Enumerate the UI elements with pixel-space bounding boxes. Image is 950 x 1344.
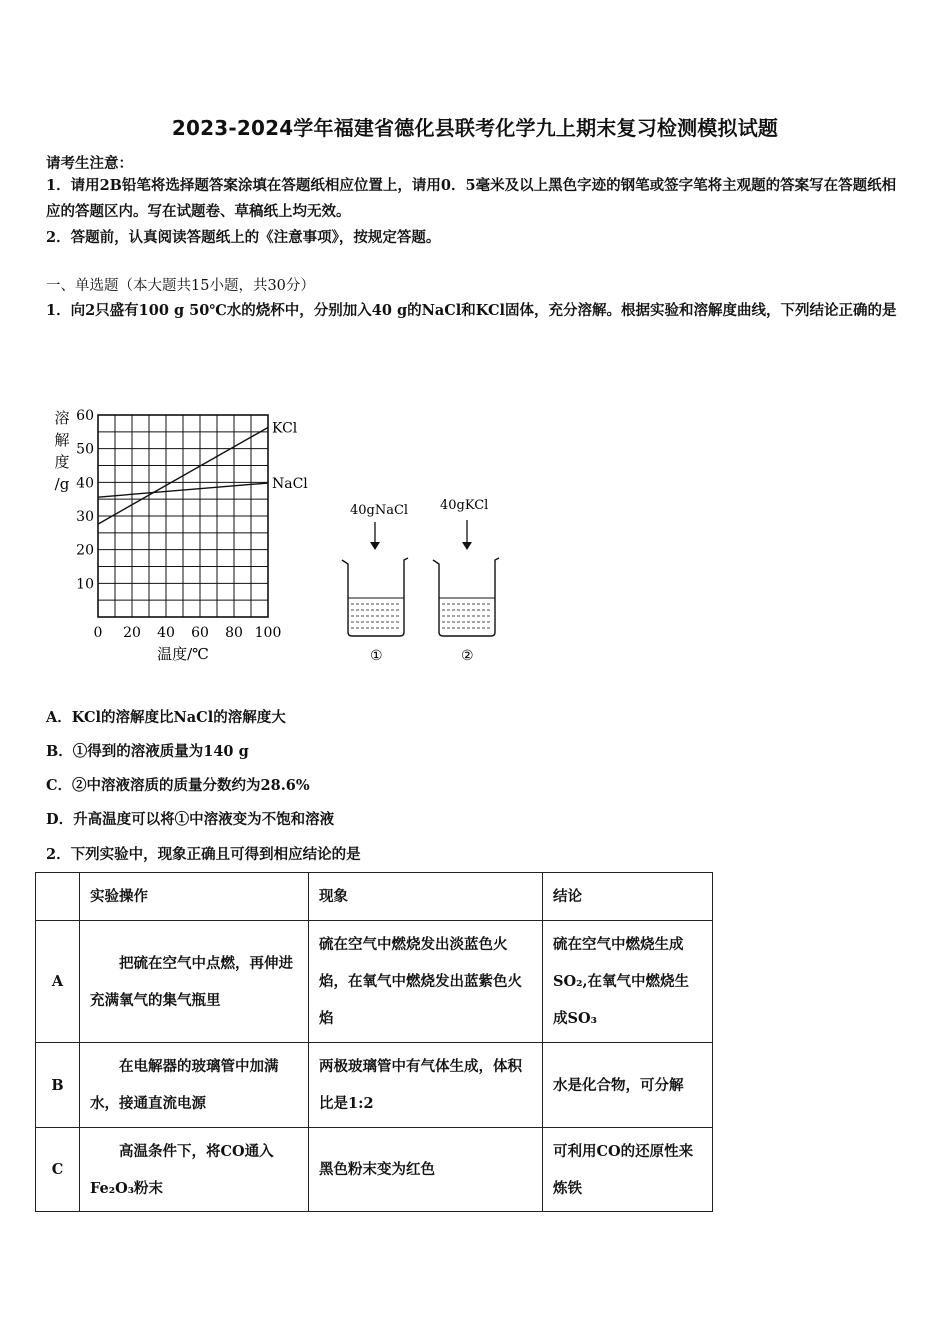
x-tick-label: 40 [157, 625, 175, 641]
y-tick-label: 20 [76, 542, 94, 559]
section-heading: 一、单选题（本大题共15小题，共30分） [46, 278, 315, 294]
beaker-1-label: ① [370, 648, 383, 664]
conclusion-cell: 硫在空气中燃烧生成SO₂,在氧气中燃烧生成SO₃ [543, 921, 713, 1043]
page-title: 2023-2024学年福建省德化县联考化学九上期末复习检测模拟试题 [171, 116, 779, 140]
beaker-1 [342, 503, 408, 664]
y-tick-label: 40 [76, 475, 94, 492]
conclusion-cell: 可利用CO的还原性来炼铁 [543, 1128, 713, 1212]
series-label-kcl: KCl [272, 420, 298, 437]
y-axis-label-char: 度 [54, 453, 70, 471]
phenomenon-cell: 黑色粉末变为红色 [309, 1128, 543, 1212]
x-tick-label: 80 [225, 625, 243, 641]
row-key: C [36, 1128, 80, 1212]
x-tick-label: 20 [123, 625, 141, 641]
phenomenon-cell: 硫在空气中燃烧发出淡蓝色火焰，在氧气中燃烧发出蓝紫色火焰 [309, 921, 543, 1043]
operation-cell: 在电解器的玻璃管中加满水，接通直流电源 [80, 1043, 309, 1128]
header-cell-operation: 实验操作 [80, 873, 309, 921]
question-1-stem: 1．向2只盛有100 g 50℃水的烧杯中，分别加入40 g的NaCl和KCl固体，充分溶解。根据实验和溶解度曲线，下列结论正确的是 [46, 302, 897, 319]
option-b: B．①得到的溶液质量为140 g [46, 743, 249, 760]
header-cell-phenomenon: 现象 [309, 873, 543, 921]
notice-item-2: 2．答题前，认真阅读答题纸上的《注意事项》，按规定答题。 [46, 229, 441, 246]
beaker-2-arrowhead [462, 542, 472, 550]
notice-item-1: 1．请用2B铅笔将选择题答案涂填在答题纸相应位置上，请用0．5毫米及以上黑色字迹的钢笔或签字笔将主观题的答案写在答题纸相应的答题区内。写在试题卷、草稿纸上均无效。 [46, 177, 897, 220]
conclusion-cell: 水是化合物，可分解 [543, 1043, 713, 1128]
table-row [36, 1043, 713, 1128]
beaker-2-label: ② [461, 648, 474, 664]
table-row [36, 1128, 713, 1212]
y-tick-label: 30 [76, 509, 94, 525]
experiment-table [35, 872, 713, 1212]
header-cell-conclusion: 结论 [543, 873, 713, 921]
header-cell-empty [36, 873, 80, 921]
table-header-row [36, 873, 713, 921]
operation-cell: 把硫在空气中点燃，再伸进充满氧气的集气瓶里 [80, 921, 309, 1043]
question-2-stem: 2．下列实验中，现象正确且可得到相应结论的是 [46, 846, 361, 863]
notice-heading: 请考生注意： [46, 155, 133, 172]
y-tick-label: 10 [76, 576, 94, 593]
solubility-chart [40, 395, 340, 675]
y-tick-label: 50 [76, 441, 94, 458]
x-tick-label: 100 [254, 625, 282, 641]
option-d: D．升高温度可以将①中溶液变为不饱和溶液 [46, 811, 335, 828]
beaker-2-reagent: 40gKCl [440, 498, 489, 513]
y-tick-label: 60 [76, 408, 94, 424]
option-c: C．②中溶液溶质的质量分数约为28.6% [46, 777, 310, 794]
row-key: B [36, 1043, 80, 1128]
x-axis-label: 温度/℃ [157, 645, 209, 663]
operation-cell: 高温条件下，将CO通入Fe₂O₃粉末 [80, 1128, 309, 1212]
beaker-1-reagent: 40gNaCl [350, 503, 409, 518]
y-axis-label-char: 解 [54, 431, 70, 449]
phenomenon-cell: 两极玻璃管中有气体生成，体积比是1:2 [309, 1043, 543, 1128]
beaker-2 [433, 498, 499, 664]
table-row [36, 921, 713, 1043]
x-tick-label: 0 [93, 625, 103, 641]
y-axis-label-char: 溶 [54, 409, 70, 427]
row-key: A [36, 921, 80, 1043]
x-tick-label: 60 [191, 625, 209, 641]
beaker-1-arrowhead [370, 542, 380, 550]
y-axis-label-char: /g [54, 475, 70, 493]
option-a: A．KCl的溶解度比NaCl的溶解度大 [46, 709, 286, 726]
beaker-diagram [330, 490, 530, 670]
series-label-nacl: NaCl [272, 476, 308, 493]
